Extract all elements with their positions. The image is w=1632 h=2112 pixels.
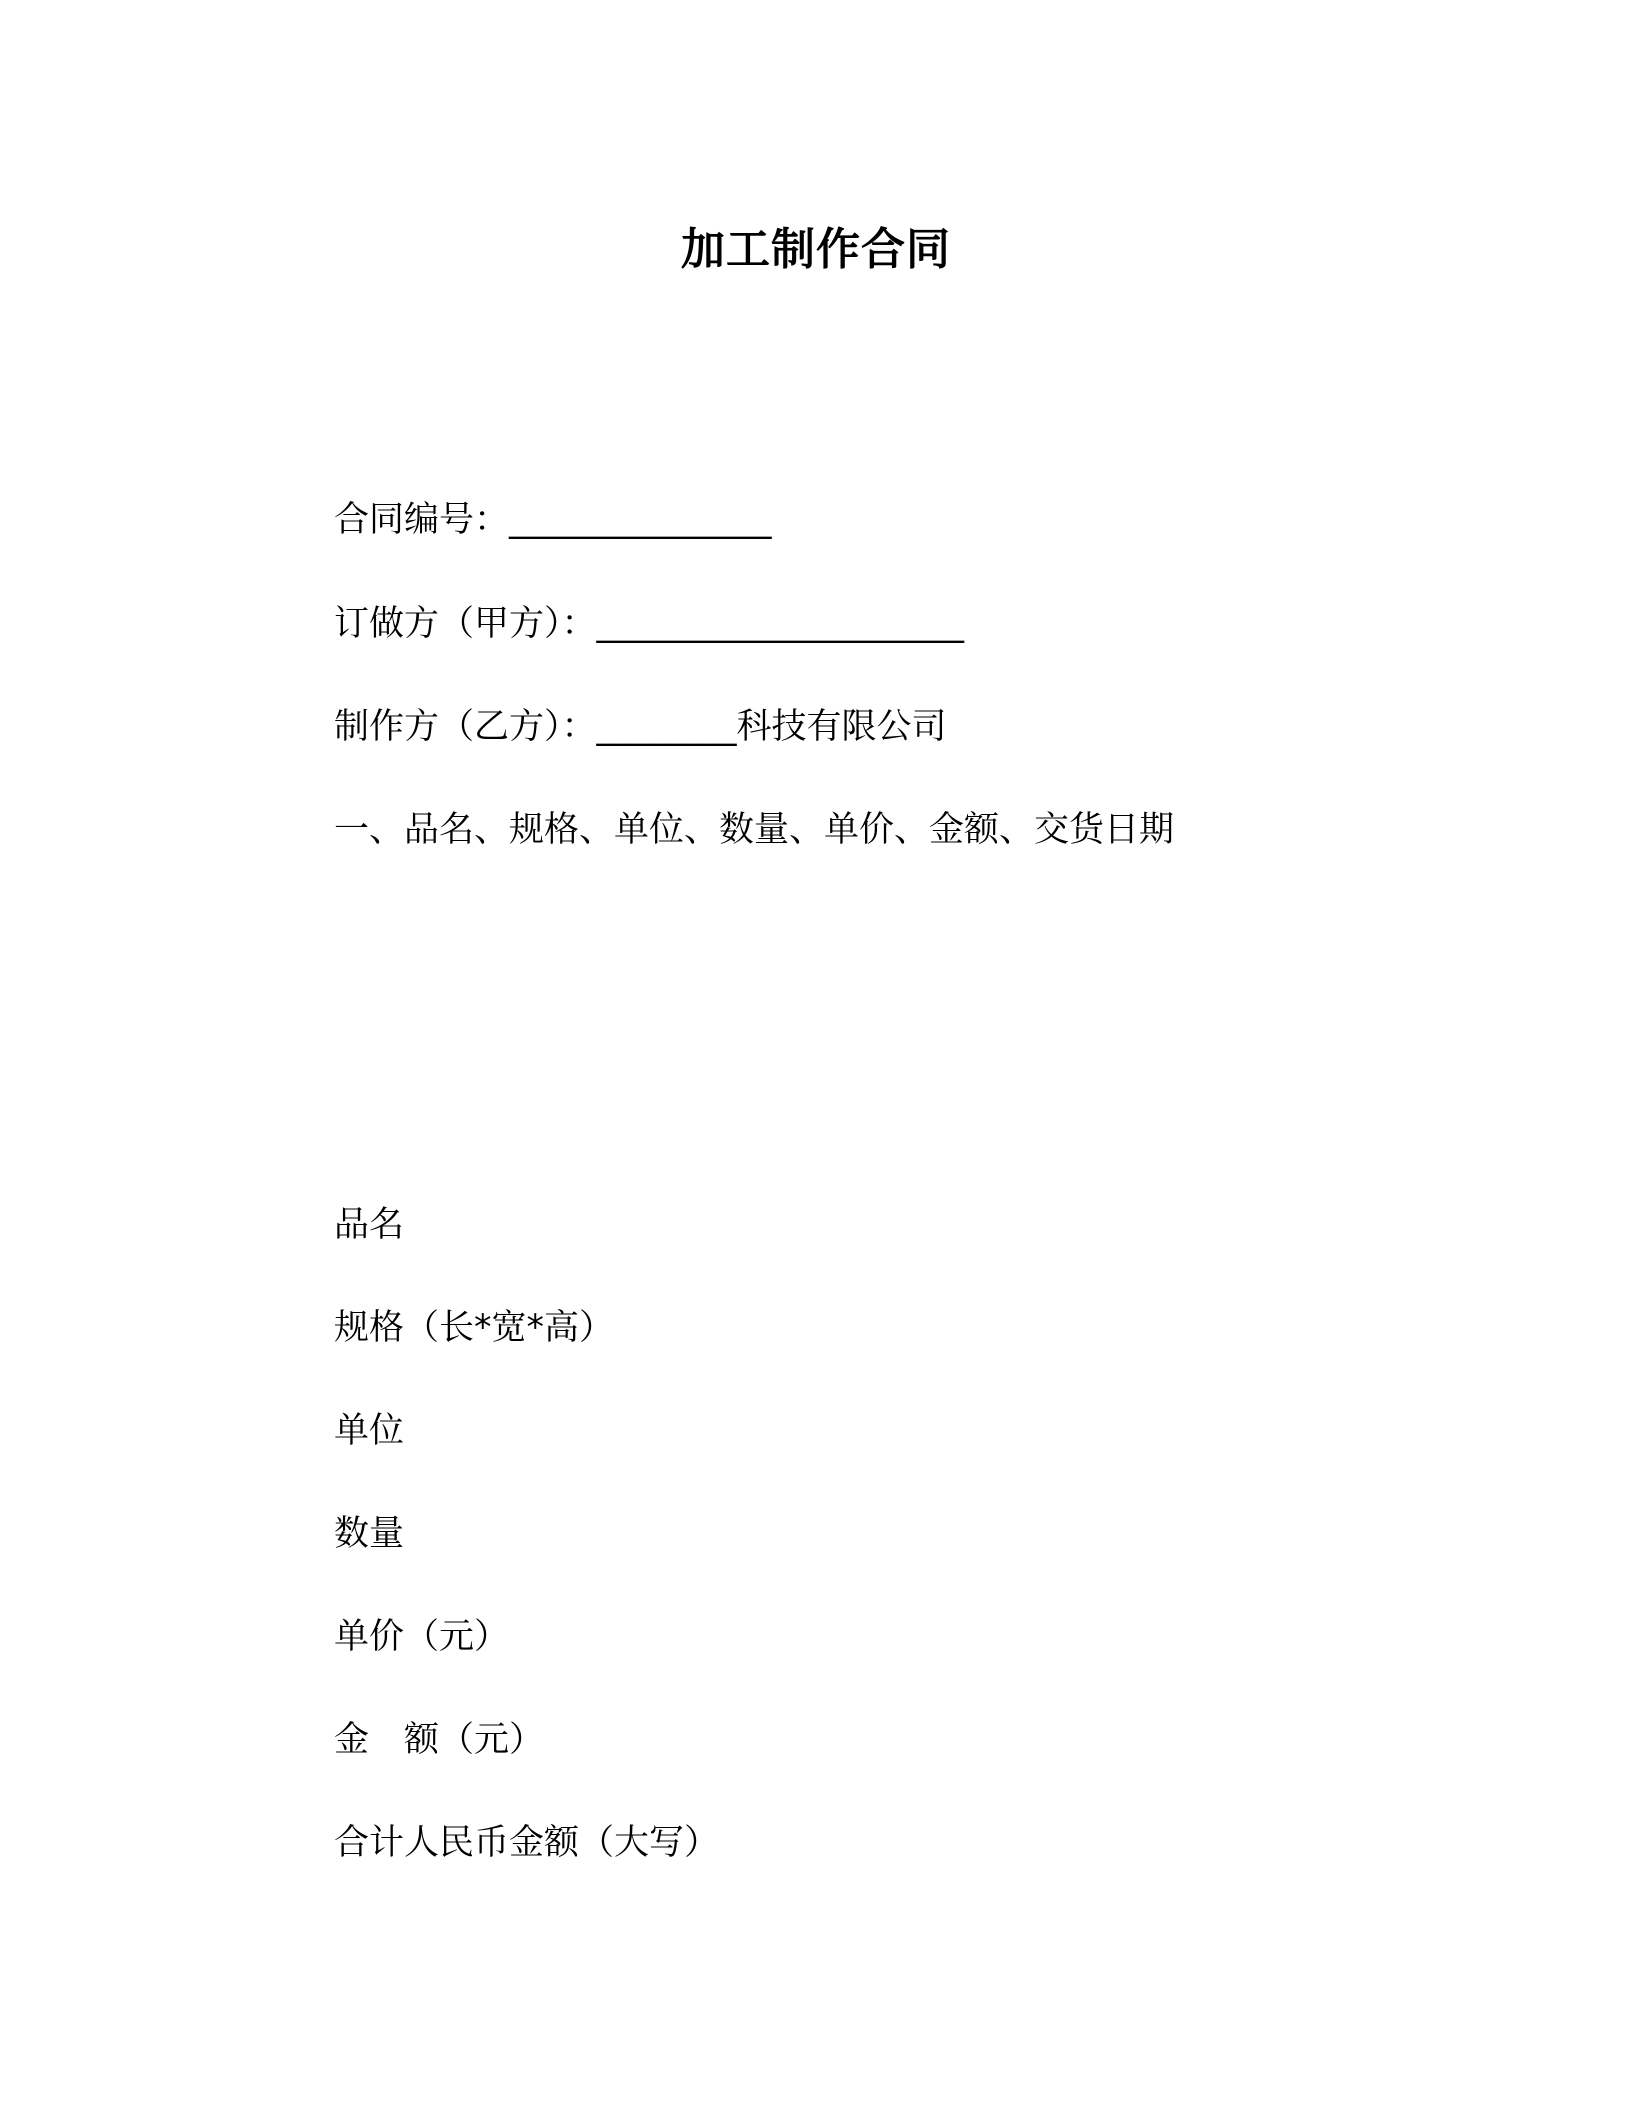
item-label-amount: 金 额（元）	[334, 1720, 545, 1760]
item-label-quantity: 数量	[334, 1514, 405, 1554]
party-b-field: 制作方（乙方）：________科技有限公司	[334, 707, 947, 747]
document-title: 加工制作合同	[681, 224, 951, 275]
item-label-total-rmb: 合计人民币金额（大写）	[334, 1823, 720, 1863]
contract-number-field: 合同编号：_______________	[334, 500, 772, 540]
item-label-unit-price: 单价（元）	[334, 1617, 510, 1657]
item-label-spec: 规格（长*宽*高）	[334, 1308, 615, 1348]
party-a-field: 订做方（甲方）：_____________________	[334, 604, 965, 644]
item-label-unit: 单位	[334, 1411, 405, 1451]
item-label-name: 品名	[334, 1205, 405, 1245]
section-1-heading: 一、品名、规格、单位、数量、单价、金额、交货日期	[334, 810, 1175, 850]
